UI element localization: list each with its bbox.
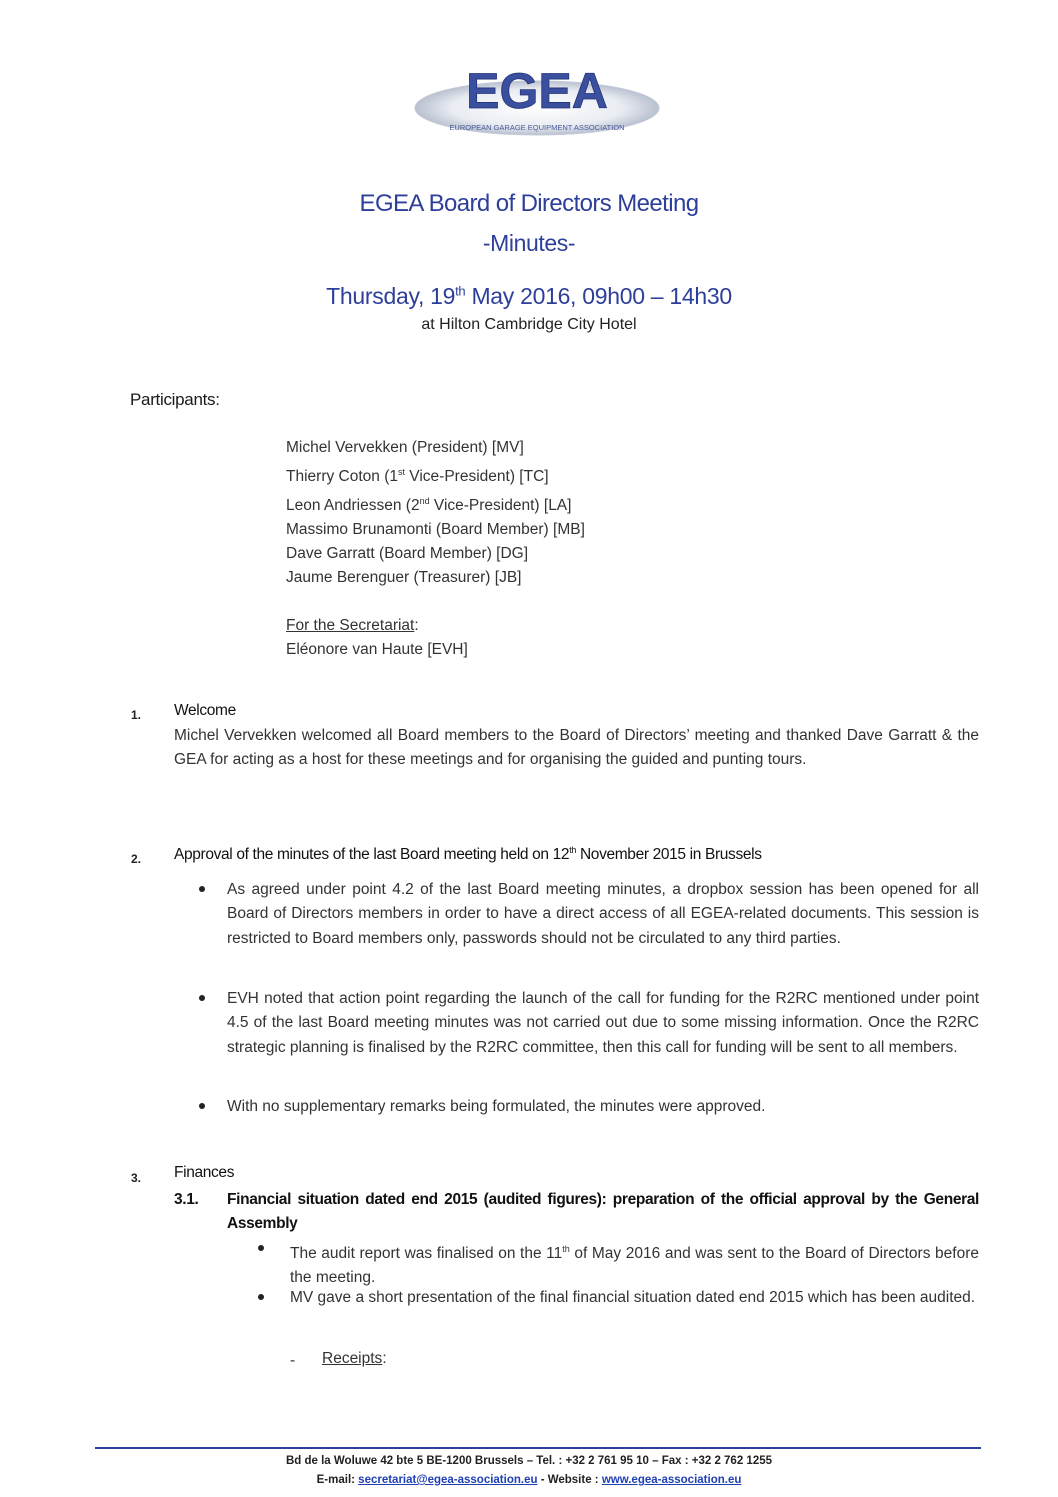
bullet-icon <box>199 886 205 892</box>
approval-bullet-3: With no supplementary remarks being formulated, the minutes were approved. <box>227 1098 766 1115</box>
footer-contact: E-mail: secretariat@egea-association.eu - Website : www.egea-association.eu <box>316 1474 742 1486</box>
egea-logo <box>412 50 662 140</box>
participant-item: Dave Garratt (Board Member) [DG] <box>286 545 529 563</box>
email-link[interactable]: secretariat@egea-association.eu <box>358 1474 538 1486</box>
participants-heading: Participants: <box>130 390 220 409</box>
subsection-title: Financial situation dated end 2015 (audited figures): preparation of the official approval by the General Assembly <box>227 1191 979 1232</box>
logo-text: EGEA <box>466 63 608 119</box>
bullet-icon <box>199 1103 205 1109</box>
secretariat-name: Eléonore van Haute [EVH] <box>286 641 468 659</box>
section-number: 2. <box>131 852 142 866</box>
participant-item: Leon Andriessen (2nd Vice-President) [LA] <box>286 496 572 515</box>
participants-list <box>286 436 585 662</box>
participant-item: Jaume Berenguer (Treasurer) [JB] <box>286 569 522 587</box>
logo-subtitle: EUROPEAN GARAGE EQUIPMENT ASSOCIATION <box>449 123 625 132</box>
finance-bullet-2: MV gave a short presentation of the final financial situation dated end 2015 which has been audited. <box>290 1289 976 1306</box>
participant-item: Michel Vervekken (President) [MV] <box>286 439 524 456</box>
section-number: 1. <box>131 708 142 722</box>
meeting-venue: at Hilton Cambridge City Hotel <box>421 316 637 333</box>
finance-bullet-1: The audit report was finalised on the 11th of May 2016 and was sent to the Board of Directors before the meeting. <box>290 1244 979 1287</box>
meeting-date: Thursday, 19th May 2016, 09h00 – 14h30 <box>326 283 732 309</box>
participant-item: Thierry Coton (1st Vice-President) [TC] <box>286 467 549 486</box>
participant-item: Massimo Brunamonti (Board Member) [MB] <box>286 521 585 539</box>
approval-bullet-1: As agreed under point 4.2 of the last Board meeting minutes, a dropbox session has been opened for all Board of Directors members in order to have a direct access of all EGEA-related documents. This session is restricted to Board members only, passwords should not be circulated to any third parties. <box>227 881 979 947</box>
subsection-number: 3.1. <box>174 1191 199 1208</box>
document-subtitle: -Minutes- <box>482 230 576 256</box>
section-title-welcome: Welcome <box>174 702 236 719</box>
logo-emblem <box>412 50 662 140</box>
section-title-approval: Approval of the minutes of the last Board meeting held on 12th November 2015 in Brussels <box>174 845 762 864</box>
secretariat-label: For the Secretariat: <box>286 617 419 635</box>
footer-address: Bd de la Woluwe 42 bte 5 BE-1200 Brussels – Tel. : +32 2 761 95 10 – Fax : +32 2 762 1255 <box>285 1455 773 1467</box>
bullet-icon <box>258 1294 264 1300</box>
receipts-label: Receipts: <box>322 1350 387 1367</box>
dash-marker: - <box>290 1352 296 1369</box>
website-link[interactable]: www.egea-association.eu <box>601 1474 742 1486</box>
footer-divider <box>95 1447 981 1449</box>
section-number: 3. <box>131 1171 142 1185</box>
bullet-icon <box>199 995 205 1001</box>
section-title-finances: Finances <box>174 1164 235 1181</box>
approval-bullet-2: EVH noted that action point regarding the launch of the call for funding for the R2RC mentioned under point 4.5 of the last Board meeting minutes was not carried out due to some missing information. Once the R2RC strategic planning is finalised by the R2RC committee, then this call for funding will be sent to all members. <box>227 990 979 1056</box>
bullet-icon <box>258 1245 264 1251</box>
welcome-paragraph: Michel Vervekken welcomed all Board members to the Board of Directors’ meeting and thanked Dave Garratt & the GEA for acting as a host for these meetings and for organising the guided and punting tours. <box>174 727 979 769</box>
document-title: EGEA Board of Directors Meeting <box>359 190 699 217</box>
